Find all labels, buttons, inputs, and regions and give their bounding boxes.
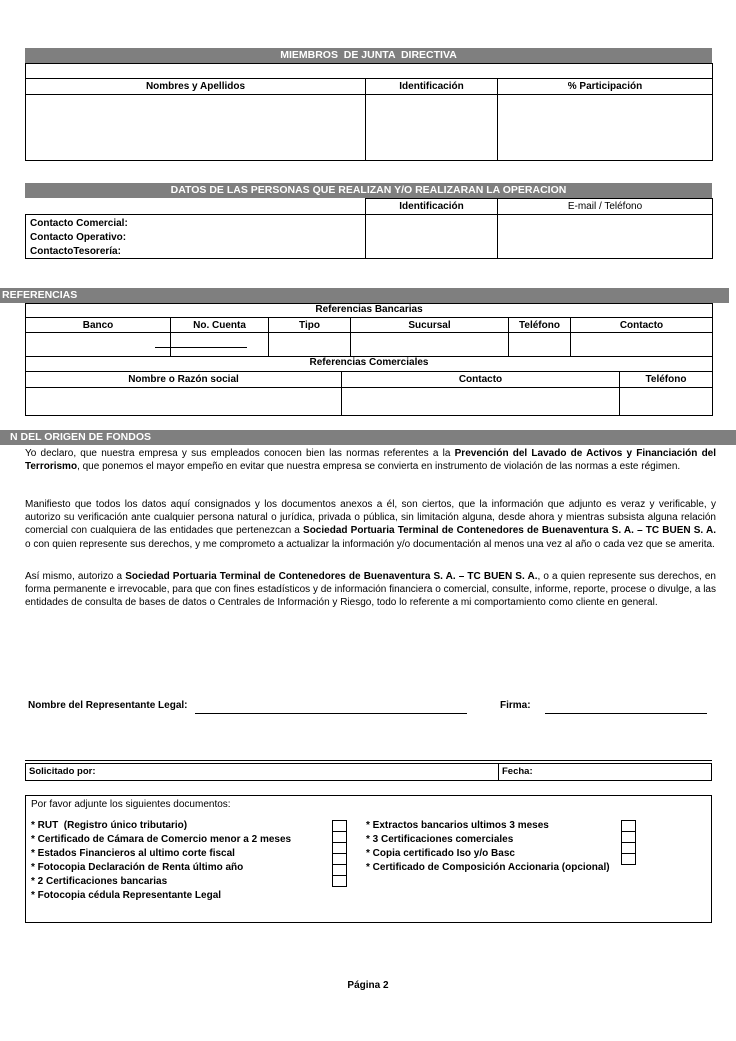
- commercial-references-table: [25, 356, 713, 416]
- bank-references-table: [25, 303, 713, 357]
- contact-operativo-label: Contacto Operativo:: [30, 232, 127, 243]
- input-cell-razon-social[interactable]: [26, 388, 342, 416]
- col-header-contacto: Contacto: [571, 318, 713, 333]
- documents-right-column: [366, 819, 610, 875]
- documents-left-checkboxes: [332, 821, 347, 887]
- input-cell-contacto-comercial[interactable]: [342, 388, 620, 416]
- doc-item-extractos-bancarios: * Extractos bancarios ultimos 3 meses: [366, 820, 549, 831]
- board-members-table: [25, 63, 713, 161]
- input-cell-contacto[interactable]: [571, 333, 713, 357]
- col-header-participacion: % Participación: [498, 79, 713, 95]
- requested-by-row: [25, 763, 712, 781]
- doc-item-certificaciones-bancarias: * 2 Certificaciones bancarias: [31, 876, 168, 887]
- input-cell-sucursal[interactable]: [351, 333, 509, 357]
- divider-line: [25, 760, 712, 761]
- input-cell-email-telefono[interactable]: [497, 214, 713, 259]
- declaration-paragraph-2: Manifiesto que todos los datos aquí consignados y los documentos anexos a él, son ciertos, que la información que adjunto es veraz y verificable, y autorizo su verificación ante cualquier persona natural o jurídica, privada o pública, sin limitación alguna, desde ahora y mientras subsista alguna relación comercial con cualquiera de las entidades que pertenezcan a Sociedad Portuaria Terminal de Contenedores de Buenaventura S. A. – TC BUEN S. A. o con quien represente sus derechos, y me comprometo a actualizar la información y/o documentación al menos una vez al año o cada vez que se amerita.: [25, 499, 716, 550]
- input-cell-identificacion[interactable]: [366, 95, 498, 161]
- input-cell-banco[interactable]: [26, 333, 171, 357]
- board-members-empty-strip[interactable]: [26, 64, 713, 79]
- input-cell-identificacion-contactos[interactable]: [365, 214, 498, 259]
- checkbox-composicion-accionaria[interactable]: [621, 853, 636, 865]
- col-header-tipo: Tipo: [269, 318, 351, 333]
- representative-name-line[interactable]: [195, 712, 467, 714]
- declaration-paragraph-1: Yo declaro, que nuestra empresa y sus empleados conocen bien las normas referentes a la Prevención del Lavado de Activos y Financiación del Terrorismo, que ponemos el mayor empeño en evitar que nuestra empresa se convierta en instrumento de violación de las normas a este régimen.: [25, 448, 717, 473]
- col-header-email-telefono: E-mail / Teléfono: [497, 198, 713, 215]
- doc-item-composicion-accionaria: * Certificado de Composición Accionaria (opcional): [366, 862, 610, 873]
- date-label: Fecha:: [498, 764, 711, 780]
- representative-name-label: Nombre del Representante Legal:: [28, 700, 188, 711]
- doc-item-cedula-representante: * Fotocopia cédula Representante Legal: [31, 890, 222, 901]
- doc-item-certificaciones-comerciales: * 3 Certificaciones comerciales: [366, 834, 514, 845]
- signature-line[interactable]: [545, 712, 707, 714]
- input-cell-no-cuenta[interactable]: [171, 333, 269, 357]
- col-header-identificacion: Identificación: [366, 79, 498, 95]
- documents-box: [25, 795, 712, 923]
- col-header-telefono: Teléfono: [509, 318, 571, 333]
- bank-references-subtitle: Referencias Bancarias: [26, 304, 713, 318]
- col-header-contacto-2: Contacto: [342, 372, 620, 388]
- input-cell-participacion[interactable]: [498, 95, 713, 161]
- section-header-origen-fondos: N DEL ORIGEN DE FONDOS: [0, 430, 736, 445]
- input-cell-telefono[interactable]: [509, 333, 571, 357]
- col-header-sucursal: Sucursal: [351, 318, 509, 333]
- page-number: Página 2: [347, 980, 389, 991]
- commercial-references-subtitle: Referencias Comerciales: [26, 357, 713, 372]
- checkbox-cedula-representante[interactable]: [332, 875, 347, 887]
- declaration-paragraph-3: Así mismo, autorizo a Sociedad Portuaria Terminal de Contenedores de Buenaventura S. A. – TC BUEN S. A., o a quien represente sus derechos, en forma permanente e irrevocable, para que con fines estadísticos y de información financiera o comercial, consulte, informe, reporte, procese o divulge, a las entidades de consulta de bases de datos o Centrales de Información y Riesgo, todo lo referente a mi comportamiento como cliente en general.: [25, 571, 716, 609]
- doc-item-estados-financieros: * Estados Financieros al ultimo corte fiscal: [31, 848, 235, 859]
- requested-by-label: Solicitado por:: [29, 766, 96, 777]
- input-cell-tipo[interactable]: [269, 333, 351, 357]
- col-header-razon-social: Nombre o Razón social: [26, 372, 342, 388]
- doc-item-iso-basc: * Copia certificado Iso y/o Basc: [366, 848, 515, 859]
- signature-label: Firma:: [500, 700, 531, 711]
- col-header-no-cuenta: No. Cuenta: [171, 318, 269, 333]
- section-header-referencias: REFERENCIAS: [0, 288, 729, 303]
- contact-tesoreria-label: ContactoTesorería:: [30, 246, 121, 257]
- section-header-junta-directiva: MIEMBROS DE JUNTA DIRECTIVA: [25, 48, 712, 63]
- doc-item-camara-comercio: * Certificado de Cámara de Comercio menor a 2 meses: [31, 834, 292, 845]
- col-header-identificacion-2: Identificación: [365, 198, 498, 215]
- contact-comercial-label: Contacto Comercial:: [30, 218, 128, 229]
- input-cell-nombres-apellidos[interactable]: [26, 95, 366, 161]
- documents-right-checkboxes: [621, 821, 636, 865]
- contacts-cell: [25, 214, 366, 259]
- account-number-line[interactable]: [155, 347, 247, 348]
- col-header-nombres-apellidos: Nombres y Apellidos: [26, 79, 366, 95]
- doc-item-rut: * RUT (Registro único tributario): [31, 820, 188, 831]
- input-cell-telefono-comercial[interactable]: [620, 388, 713, 416]
- col-header-telefono-2: Teléfono: [620, 372, 713, 388]
- doc-item-declaracion-renta: * Fotocopia Declaración de Renta último año: [31, 862, 244, 873]
- section-header-datos-personas: DATOS DE LAS PERSONAS QUE REALIZAN Y/O REALIZARAN LA OPERACION: [25, 183, 712, 198]
- col-header-banco: Banco: [26, 318, 171, 333]
- documents-left-column: [31, 819, 291, 903]
- documents-title: Por favor adjunte los siguientes documentos:: [31, 799, 231, 810]
